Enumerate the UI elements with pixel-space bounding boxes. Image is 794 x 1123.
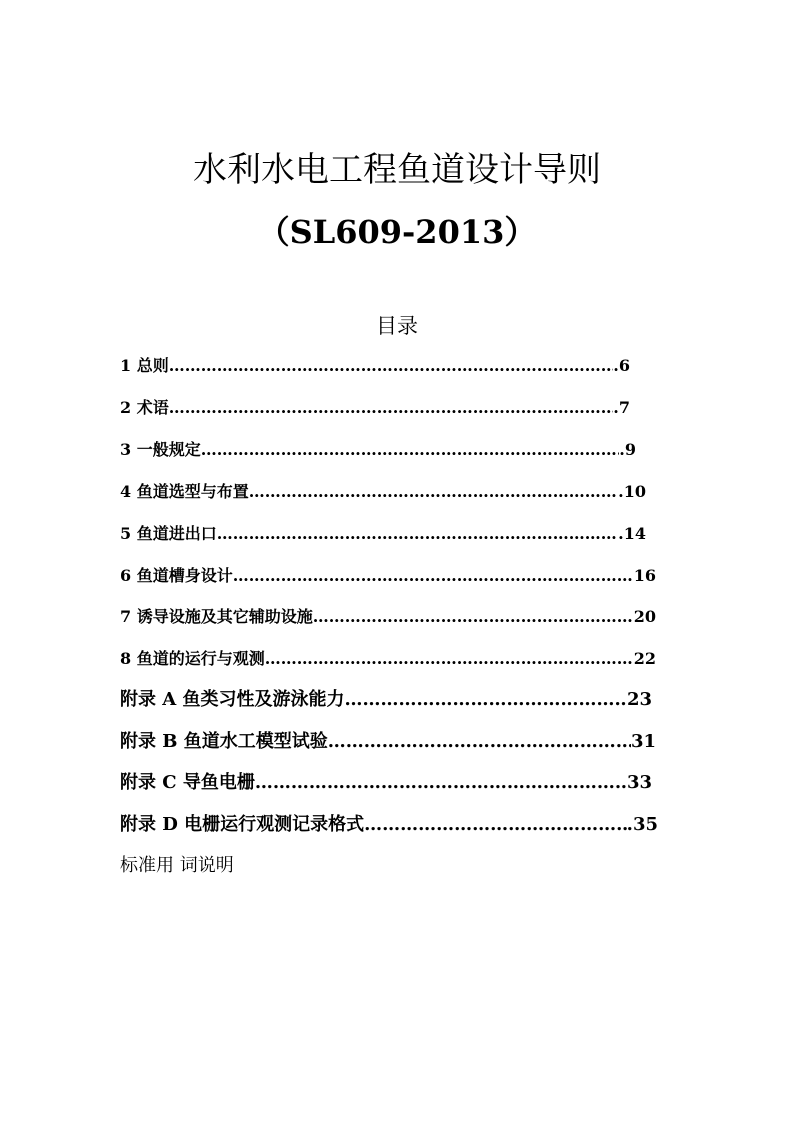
standard-code: （SL609-2013）	[257, 213, 537, 251]
toc-entry-leader	[169, 396, 614, 420]
toc-entry-page: 20	[633, 607, 656, 626]
toc-entry[interactable]	[120, 647, 656, 671]
toc-entry-leader	[328, 730, 631, 754]
toc-entry-page: 22	[633, 649, 656, 668]
toc-entry-label: 5 鱼道进出口	[120, 524, 217, 543]
toc-entry-page: .14	[618, 524, 646, 543]
toc-entry-leader	[255, 771, 627, 795]
toc-entry[interactable]	[120, 396, 630, 420]
toc-entry-label: 标准用 词说明	[120, 855, 234, 876]
toc-entry-leader	[345, 688, 627, 712]
toc-entry-leader	[233, 564, 634, 588]
toc-entry-label: 2 术语	[120, 398, 169, 417]
toc-heading: 目录	[376, 314, 418, 338]
toc-entry-label: 附录 D 电栅运行观测记录格式	[120, 814, 365, 835]
toc-entry[interactable]	[120, 605, 656, 629]
toc-entry-page: 33	[626, 772, 652, 793]
toc-entry-leader	[217, 522, 618, 546]
toc-entry[interactable]	[120, 354, 630, 378]
toc-entry-page: 23	[626, 689, 652, 710]
toc-entry[interactable]	[120, 813, 658, 837]
toc-entry-label: 8 鱼道的运行与观测	[120, 649, 265, 668]
toc-entry-label: 附录 C 导鱼电栅	[120, 772, 255, 793]
toc-entry-leader	[169, 354, 614, 378]
toc-entry-page: .7	[613, 398, 630, 417]
toc-entry[interactable]	[120, 730, 656, 754]
toc-entry-page: .10	[618, 482, 646, 501]
toc-entry-page: .35	[626, 814, 658, 835]
toc-entry-page: .9	[619, 440, 636, 459]
toc-entry[interactable]	[120, 438, 636, 462]
toc-entry-label: 7 诱导设施及其它辅助设施	[120, 607, 313, 626]
toc-entry-page: 31	[630, 731, 656, 752]
toc-entry[interactable]	[120, 771, 652, 795]
toc-entry-page: 16	[633, 566, 656, 585]
toc-entry-page: .6	[613, 356, 630, 375]
toc-entry-leader	[364, 813, 627, 837]
toc-entry[interactable]	[120, 480, 646, 504]
toc-entry[interactable]	[120, 522, 646, 546]
toc-entry-label: 附录 A 鱼类习性及游泳能力	[120, 689, 345, 710]
toc-entry-label: 4 鱼道选型与布置	[120, 482, 249, 501]
toc-entry[interactable]	[120, 854, 320, 878]
toc-entry-label: 3 一般规定	[120, 440, 201, 459]
document-title: 水利水电工程鱼道设计导则	[193, 150, 601, 190]
toc-entry-leader	[313, 605, 634, 629]
toc-entry-leader	[201, 438, 620, 462]
toc-entry[interactable]	[120, 564, 656, 588]
toc-entry-label: 附录 B 鱼道水工模型试验	[120, 731, 328, 752]
toc-entry-leader	[249, 480, 618, 504]
toc-entry-leader	[265, 647, 634, 671]
toc-entry[interactable]	[120, 688, 652, 712]
toc-entry-label: 1 总则	[120, 356, 169, 375]
toc-entry-label: 6 鱼道槽身设计	[120, 566, 233, 585]
